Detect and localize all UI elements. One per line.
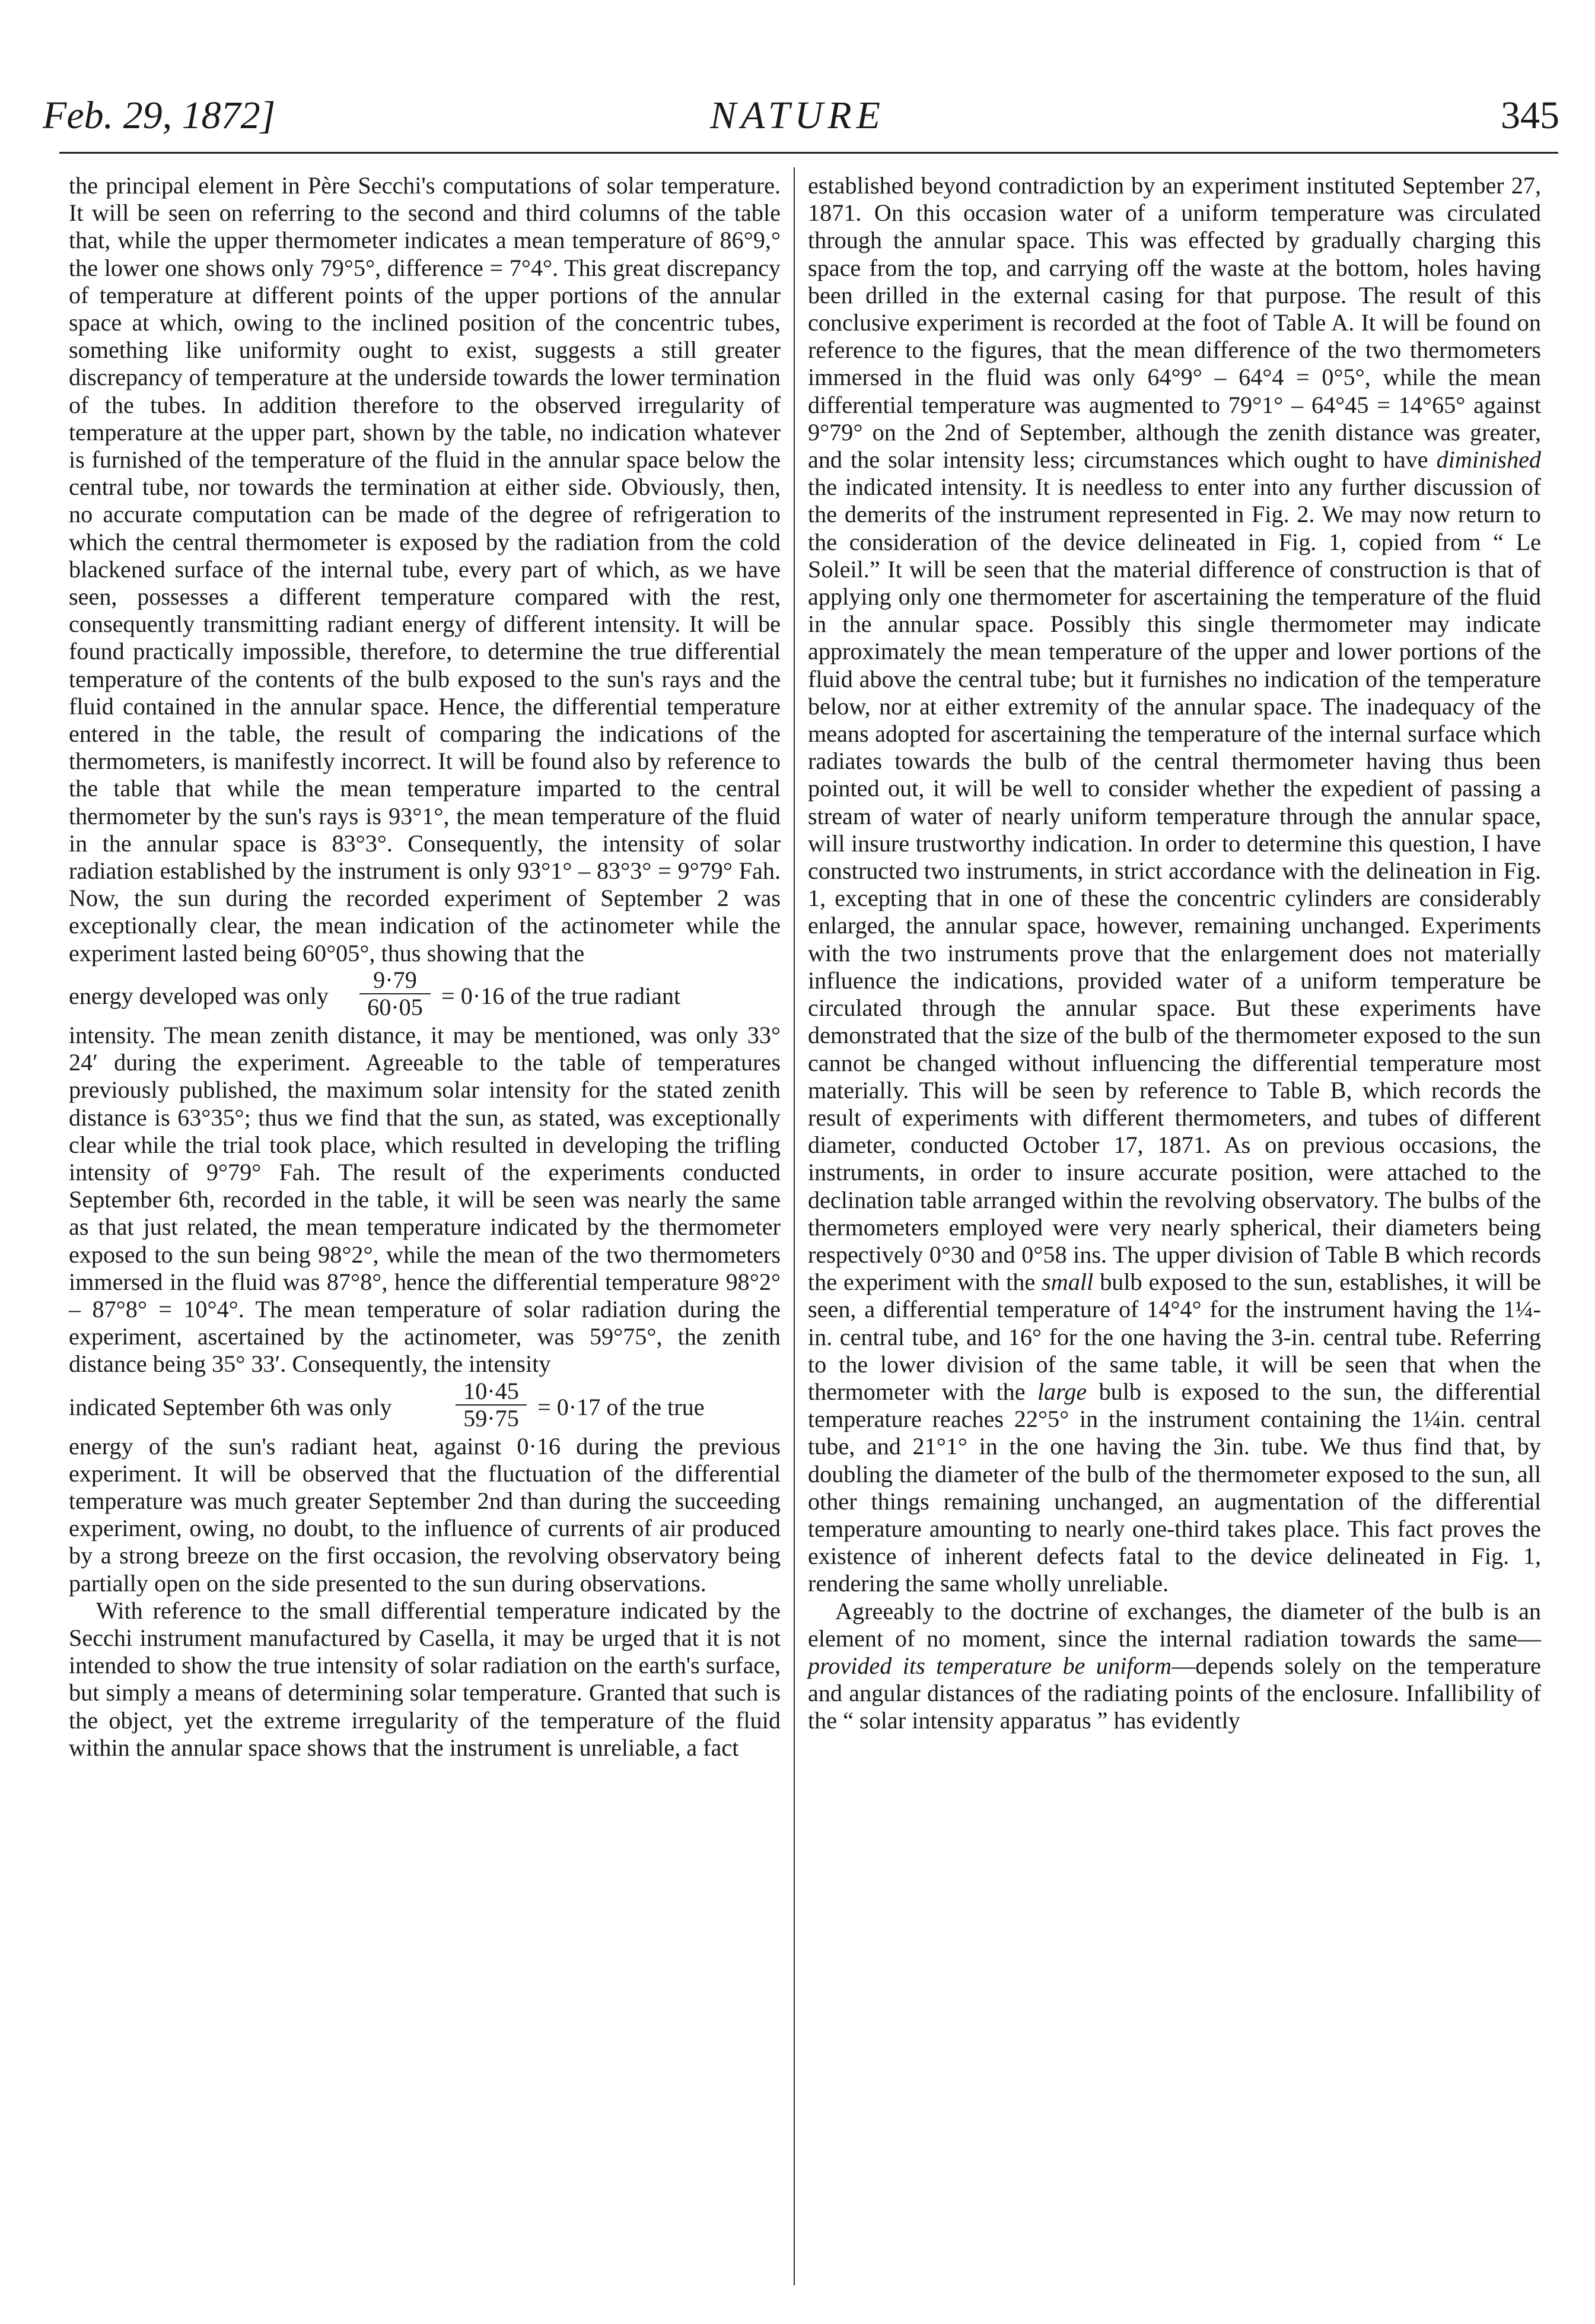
left-paragraph-1: the principal element in Père Secchi's computations of solar temperature. It will be seen on referring to the second and third columns of the table that, while the upper thermometer indicates a mean temperature of 86°9,° the lower one shows only 79°5°, difference = 7°4°. This great discrepancy of temperature at different points of the upper portions of the annular space at which, owing to the inclined position of the concentric tubes, something like uniformity ought to exist, suggests a still greater discrepancy of temperature at the underside towards the lower termination of the tubes. In addition therefore to the observed irregularity of temperature at the upper part, shown by the table, no indication whatever is furnished of the temperature of the fluid in the annular space below the central tube, nor towards the termination at either side. Obviously, then, no accurate computation can be made of the degree of refrigeration to which the central thermometer is exposed by the radiation from the cold blackened surface of the internal tube, every part of which, as we have seen, possesses a different temperature compared with the rest, consequently transmitting radiant energy of different intensity. It will be found practically impossible, therefore, to determine the true differential temperature of the contents of the bulb exposed to the sun's rays and the fluid contained in the annular space. Hence, the differential temperature entered in the table, the result of comparing the indications of the thermometers, is manifestly incorrect. It will be found also by reference to the table that while the mean temperature imparted to the central thermometer by the sun's rays is 93°1°, the mean temperature of the fluid in the annular space is 83°3°. Consequently, the intensity of solar radiation established by the instrument is only 93°1° – 83°3° = 9°79° Fah. Now, the sun during the recorded experiment of September 2 was exceptionally clear, the mean indication of the actinometer while the experiment lasted being 60°05°, thus showing that the	[69, 172, 781, 967]
equation-intensity-fraction	[69, 1378, 781, 1433]
italic-run: small	[1042, 1268, 1094, 1296]
text-run: Agreeably to the doctrine of exchanges, the diameter of the bulb is an element of no moment, since the internal radiation towards the same—	[808, 1597, 1541, 1652]
text-run: —depends solely on the temperature and angular distances of the radiating points of the enclosure. Infallibility of the “ solar intensity apparatus ” has evidently	[808, 1652, 1541, 1734]
right-paragraph-1	[808, 172, 1541, 1598]
fraction-numerator: 10·45	[456, 1378, 527, 1406]
column-divider	[794, 167, 795, 2285]
fraction-denominator: 59·75	[463, 1404, 519, 1432]
fraction-denominator: 60·05	[367, 993, 423, 1020]
page-number: 345	[1501, 94, 1559, 137]
left-paragraph-4: With reference to the small differential temperature indicated by the Secchi instrument manufactured by Casella, it may be urged that it is not intended to show the true intensity of solar radiation on the earth's surface, but simply a means of determining solar temperature. Granted that such is the object, yet the extreme irregularity of the temperature of the fluid within the annular space shows that the instrument is unreliable, a fact	[69, 1597, 781, 1761]
text-run: bulb is exposed to the sun, the differential temperature reaches 22°5° in the instrument containing the 1¼in. central tube, and 21°1° in the one having the 3in. tube. We thus find that, by doubling the diameter of the bulb of the thermometer exposed to the sun, all other things remaining unchanged, an augmentation of the differential temperature amounting to nearly one-third takes place. This fact proves the existence of inherent defects fatal to the device delineated in Fig. 1, rendering the same wholly unreliable.	[808, 1378, 1541, 1597]
left-paragraph-2: intensity. The mean zenith distance, it may be mentioned, was only 33° 24′ during the experiment. Agreeable to the table of temperatures previously published, the maximum solar intensity for the stated zenith distance is 63°35°; thus we find that the sun, as stated, was exceptionally clear while the trial took place, which resulted in developing the trifling intensity of 9°79° Fah. The result of the experiments conducted September 6th, recorded in the table, it will be seen was nearly the same as that just related, the mean temperature indicated by the thermometer exposed to the sun being 98°2°, while the mean of the two thermometers immersed in the fluid was 87°8°, hence the differential temperature 98°2° – 87°8° = 10°4°. The mean temperature of solar radiation during the experiment, ascertained by the actinometer, was 59°75°, the zenith distance being 35° 33′. Consequently, the intensity	[69, 1021, 781, 1378]
equation-lead-text: indicated September 6th was only	[69, 1393, 392, 1420]
equation-tail-text: = 0·17 of the true	[537, 1393, 705, 1420]
fraction	[456, 1378, 527, 1432]
italic-run: provided its temperature be uniform	[808, 1652, 1172, 1679]
right-column	[808, 172, 1541, 1735]
text-run: established beyond contradiction by an experiment instituted September 27, 1871. On this occasion water of a uniform temperature was circulated through the annular space. This was effected by gradually charging this space from the top, and carrying off the waste at the bottom, holes having been drilled in the external casing for that purpose. The result of this conclusive experiment is recorded at the foot of Table A. It will be found on reference to the figures, that the mean difference of the two thermometers immersed in the fluid was only 64°9° – 64°4 = 0°5°, while the mean differential temperature was augmented to 79°1° – 64°45 = 14°65° against 9°79° on the 2nd of September, although the zenith distance was greater, and the solar intensity less; circumstances which ought to have	[808, 172, 1541, 473]
fraction-numerator: 9·79	[359, 967, 431, 994]
header-rule	[59, 152, 1558, 154]
italic-run: large	[1037, 1378, 1087, 1405]
text-run: the indicated intensity. It is needless to enter into any further discussion of the demerits of the instrument represented in Fig. 2. We may now return to the consideration of the device delineated in Fig. 1, copied from “ Le Soleil.” It will be seen that the material difference of construction is that of applying only one thermometer for ascertaining the temperature of the fluid in the annular space. Possibly this single thermometer may indicate approximately the mean temperature of the upper and lower portions of the fluid above the central tube; but it furnishes no indication of the temperature below, nor at either extremity of the annular space. The inadequacy of the means adopted for ascertaining the temperature of the internal surface which radiates towards the bulb of the central thermometer having thus been pointed out, it will be well to consider whether the expedient of passing a stream of water of nearly uniform temperature through the annular space, will insure trustworthy indication. In order to determine this question, I have constructed two instruments, in strict accordance with the delineation in Fig. 1, excepting that in one of these the concentric cylinders are considerably enlarged, the annular space, however, remaining unchanged. Experiments with the two instruments prove that the enlargement does not materially influence the indications, provided water of a uniform temperature be circulated through the annular space. But these experiments have demonstrated that the size of the bulb of the thermometer exposed to the sun cannot be changed without influencing the differential temperature most materially. This will be seen by reference to Table B, which records the result of experiments with different thermometers, and tubes of different diameter, conducted October 17, 1871. As on previous occasions, the instruments, in order to insure accurate position, were attached to the declination table arranged within the revolving observatory. The bulbs of the thermometers employed were very nearly spherical, their diameters being respectively 0°30 and 0°58 ins. The upper division of Table B which records the experiment with the	[808, 473, 1541, 1296]
text-run: bulb exposed to the sun, establishes, it will be seen, a differential temperature of 14°4° for the instrument having the 1¼-in. central tube, and 16° for the one having the 3-in. central tube. Referring to the lower division of the same table, it will be seen that when the thermometer with the	[808, 1268, 1541, 1405]
equation-energy-fraction	[69, 967, 781, 1022]
left-paragraph-3: energy of the sun's radiant heat, against 0·16 during the previous experiment. It will be observed that the fluctuation of the differential temperature was much greater September 2nd than during the succeeding experiment, owing, no doubt, to the influence of currents of air produced by a strong breeze on the first occasion, the revolving observatory being partially open on the side presented to the sun during observations.	[69, 1432, 781, 1597]
issue-date: Feb. 29, 1872]	[43, 94, 276, 137]
fraction	[359, 967, 431, 1020]
equation-tail-text: = 0·16 of the true radiant	[441, 982, 681, 1009]
left-column	[69, 172, 781, 1762]
italic-run: diminished	[1436, 446, 1542, 473]
equation-lead-text: energy developed was only	[69, 982, 329, 1009]
right-paragraph-2	[808, 1598, 1541, 1735]
journal-title: NATURE	[710, 94, 885, 137]
